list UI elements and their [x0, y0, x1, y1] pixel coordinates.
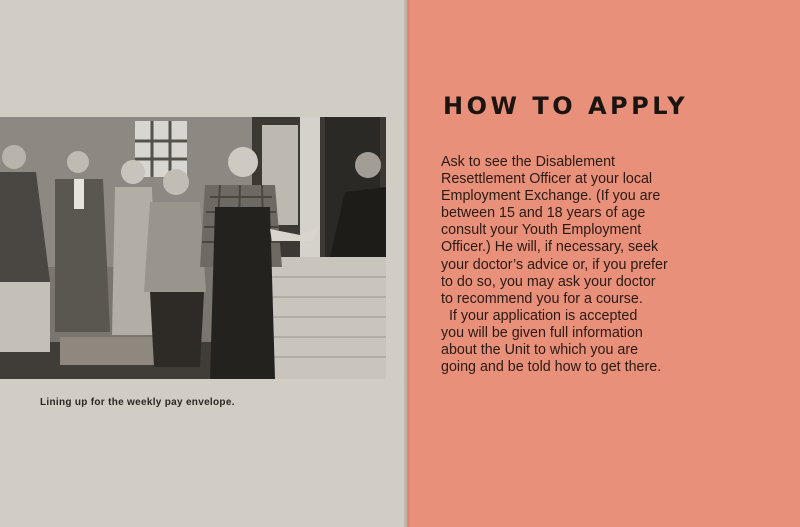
text-line: consult your Youth Employment [441, 222, 642, 239]
workers-photo [0, 117, 386, 379]
text-line: Employment Exchange. (If you are [441, 188, 661, 205]
text-line: Resettlement Officer at your local [441, 171, 653, 188]
text-line: between 15 and 18 years of age [441, 205, 646, 222]
page-heading: HOW TO APPLY [443, 92, 689, 120]
text-line: about the Unit to which you are [441, 342, 639, 359]
text-line: going and be told how to get there. [441, 359, 662, 376]
text-line: your doctor’s advice or, if you prefer [441, 256, 668, 273]
text-line: Ask to see the Disablement [441, 154, 616, 170]
photo-caption: Lining up for the weekly pay envelope. [40, 397, 235, 408]
text-line: If your application is accepted [441, 307, 638, 324]
instructions-text [441, 154, 741, 376]
text-line: Officer.) He will, if necessary, seek [441, 239, 659, 256]
text-line: to do so, you may ask your doctor [441, 273, 656, 290]
text-line: to recommend you for a course. [441, 290, 643, 307]
page-fold [404, 0, 410, 527]
text-line: you will be given full information [441, 324, 643, 341]
